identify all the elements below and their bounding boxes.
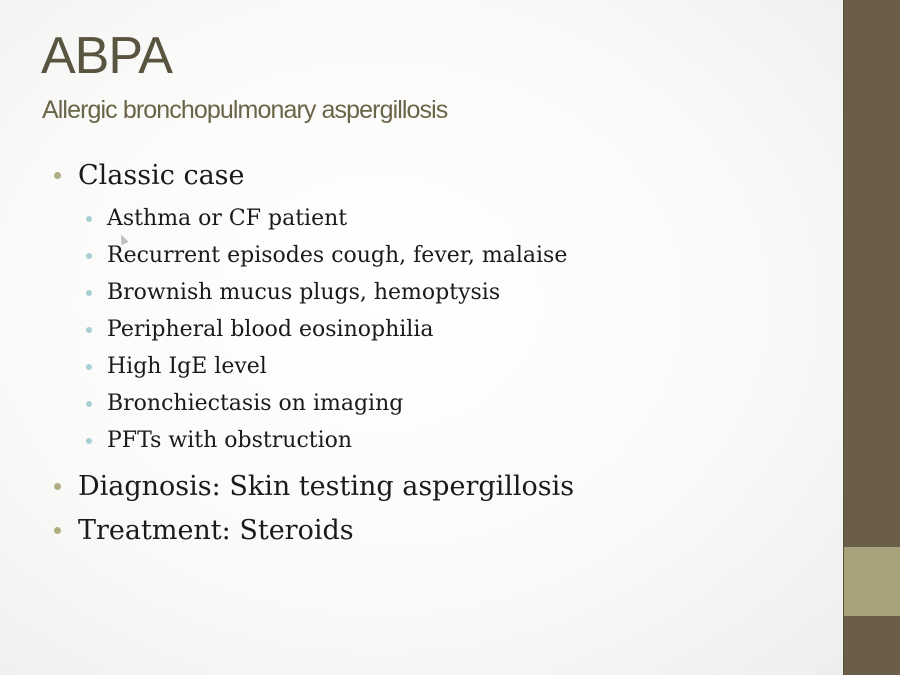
sub-bullet-dot-icon: [86, 327, 92, 333]
sub-bullet-dot-icon: [86, 438, 92, 444]
bullet-text: Treatment: Steroids: [78, 515, 354, 546]
sub-bullet: [78, 311, 812, 348]
sub-bullet: [78, 274, 812, 311]
bullet-classic-case: [52, 160, 812, 459]
bullet-list: [52, 160, 812, 547]
sub-bullet-text: Brownish mucus plugs, hemoptysis: [107, 280, 501, 305]
sub-bullet-text: Bronchiectasis on imaging: [107, 391, 404, 416]
sub-bullet: [78, 200, 812, 237]
sub-bullet-dot-icon: [86, 290, 92, 296]
sub-bullet-text: Asthma or CF patient: [107, 206, 348, 231]
bullet-diagnosis: [52, 471, 812, 503]
sub-bullet-dot-icon: [86, 401, 92, 407]
sub-bullet: [78, 237, 812, 274]
bullet-treatment: [52, 515, 812, 547]
sub-bullet: [78, 385, 812, 422]
sub-bullet-text: Peripheral blood eosinophilia: [107, 317, 434, 342]
decorative-side-bar-accent: [844, 547, 900, 616]
sub-bullet: [78, 348, 812, 385]
sub-bullet-text: Recurrent episodes cough, fever, malaise: [107, 243, 568, 268]
sub-bullet-text: PFTs with obstruction: [107, 428, 353, 453]
sub-bullet: [78, 422, 812, 459]
slide-title: ABPA: [41, 27, 172, 85]
sub-bullet-dot-icon: [86, 253, 92, 259]
bullet-text: Classic case: [78, 160, 245, 191]
slide-subtitle: Allergic bronchopulmonary aspergillosis: [42, 96, 448, 124]
sub-bullet-dot-icon: [86, 216, 92, 222]
bullet-text: Diagnosis: Skin testing aspergillosis: [78, 471, 575, 502]
bullet-dot-icon: [54, 172, 61, 179]
sub-bullet-list: [78, 200, 812, 459]
bullet-dot-icon: [54, 483, 61, 490]
bullet-dot-icon: [54, 527, 61, 534]
sub-bullet-text: High IgE level: [107, 354, 267, 379]
sub-bullet-dot-icon: [86, 364, 92, 370]
